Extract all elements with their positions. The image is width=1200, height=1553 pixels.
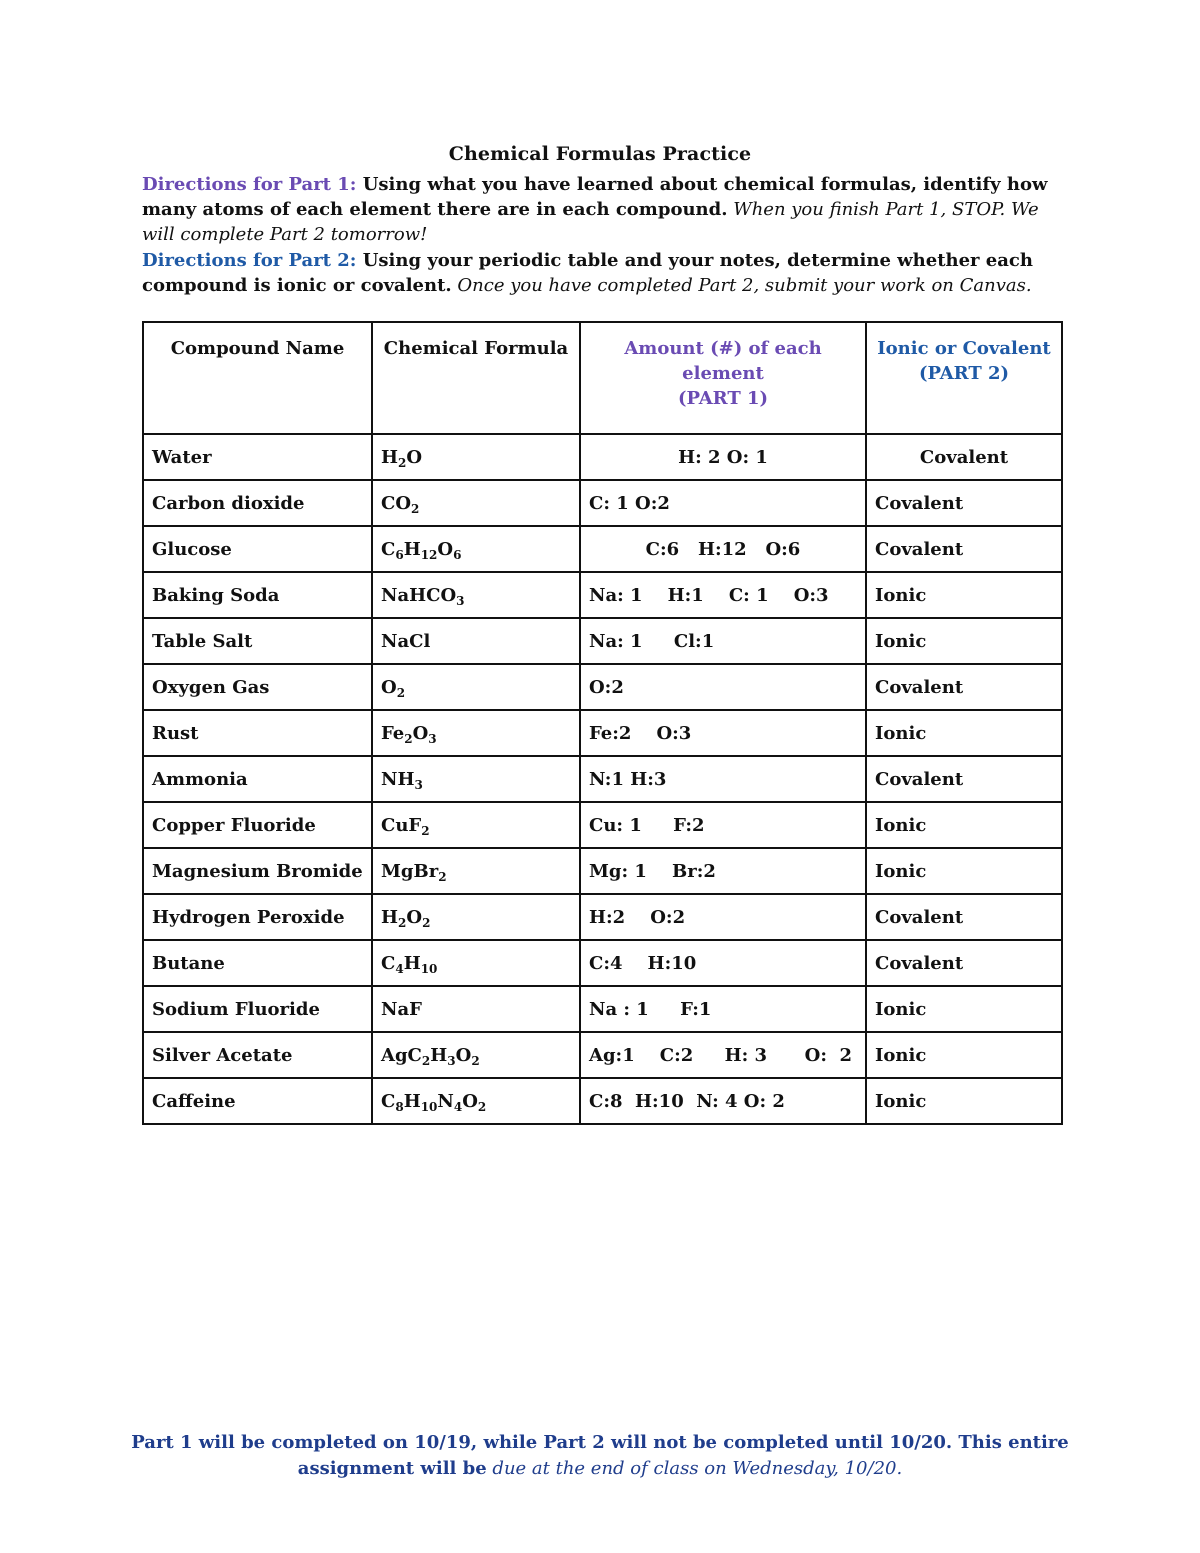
table-body: [143, 434, 1062, 1124]
ionic-covalent-cell: Ionic: [866, 848, 1062, 894]
compound-name-cell: Silver Acetate: [143, 1032, 372, 1078]
formula-subscript: 3: [447, 1053, 456, 1068]
table-row: [143, 756, 1062, 802]
formula-subscript: 3: [414, 777, 423, 792]
directions-part-1-note: When you finish Part 1, STOP. We will complete Part 2 tomorrow!: [142, 199, 1039, 245]
formula-subscript: 2: [422, 915, 431, 930]
formula-element: O: [406, 446, 423, 468]
header-chemical-formula: Chemical Formula: [372, 322, 580, 434]
formula-element: CO: [381, 492, 412, 514]
formula-element: CuF: [381, 814, 422, 836]
compound-name-cell: Oxygen Gas: [143, 664, 372, 710]
ionic-covalent-cell: Covalent: [866, 940, 1062, 986]
amount-cell: Na : 1 F:1: [580, 986, 866, 1032]
formula-subscript: 2: [421, 823, 430, 838]
chemical-formula-cell: [372, 940, 580, 986]
ionic-covalent-cell: Ionic: [866, 1078, 1062, 1124]
table-row: [143, 710, 1062, 756]
formula-subscript: 2: [396, 685, 406, 700]
table-row: [143, 940, 1062, 986]
table-row: [143, 1078, 1062, 1124]
directions-part-2-note: Once you have completed Part 2, submit your work on Canvas.: [451, 275, 1032, 296]
directions-part-2-text: Using your periodic table and your notes, determine whether each compound is ionic or covalent.: [142, 250, 1033, 296]
formula-subscript: 3: [428, 731, 437, 746]
compound-name-cell: Glucose: [143, 526, 372, 572]
directions-part-2: [142, 248, 1072, 298]
page-title: Chemical Formulas Practice: [448, 143, 752, 165]
table-row: [143, 572, 1062, 618]
table-row: [143, 802, 1062, 848]
amount-cell: Na: 1 H:1 C: 1 O:3: [580, 572, 866, 618]
table-row: [143, 894, 1062, 940]
compound-name-cell: Water: [143, 434, 372, 480]
footer-italic: due at the end of class on Wednesday, 10/20.: [486, 1458, 903, 1479]
compound-name-cell: Magnesium Bromide: [143, 848, 372, 894]
table-row: [143, 480, 1062, 526]
formula-element: O: [381, 676, 397, 698]
amount-cell: C:8 H:10 N: 4 O: 2: [580, 1078, 866, 1124]
formula-subscript: 2: [477, 1099, 487, 1114]
formula-subscript: 8: [395, 1099, 404, 1114]
formula-element: O: [455, 1044, 472, 1066]
chemical-formula-cell: [372, 434, 580, 480]
amount-cell: N:1 H:3: [580, 756, 866, 802]
formula-subscript: 2: [398, 455, 407, 470]
formula-subscript: 12: [420, 547, 438, 562]
table-row: [143, 434, 1062, 480]
table-row: [143, 848, 1062, 894]
amount-cell: H: 2 O: 1: [580, 434, 866, 480]
chemical-formula-cell: [372, 480, 580, 526]
compound-name-cell: Butane: [143, 940, 372, 986]
formula-subscript: 2: [404, 731, 413, 746]
directions-part-1-label: Directions for Part 1:: [142, 174, 357, 195]
chemical-formula-cell: [372, 664, 580, 710]
ionic-covalent-cell: Covalent: [866, 434, 1062, 480]
amount-cell: Fe:2 O:3: [580, 710, 866, 756]
table-row: [143, 664, 1062, 710]
chemical-formula-cell: [372, 526, 580, 572]
formula-element: H: [403, 952, 421, 974]
formula-subscript: 10: [420, 1099, 438, 1114]
header-amount-label: Amount (#) of each element: [624, 338, 822, 384]
formula-element: O: [412, 722, 429, 744]
header-type-part: (PART 2): [918, 363, 1010, 384]
footer-note: [120, 1430, 1080, 1482]
header-compound-name: Compound Name: [143, 322, 372, 434]
formula-element: H: [381, 906, 399, 928]
compound-name-cell: Caffeine: [143, 1078, 372, 1124]
amount-cell: Mg: 1 Br:2: [580, 848, 866, 894]
compound-name-cell: Carbon dioxide: [143, 480, 372, 526]
formula-subscript: 3: [456, 593, 465, 608]
directions-part-1-text: Using what you have learned about chemical formulas, identify how many atoms of each element there are in each compound.: [142, 174, 1048, 220]
compounds-table: [142, 321, 1063, 1125]
ionic-covalent-cell: Covalent: [866, 664, 1062, 710]
chemical-formula-cell: [372, 848, 580, 894]
table-row: [143, 618, 1062, 664]
amount-cell: O:2: [580, 664, 866, 710]
ionic-covalent-cell: Ionic: [866, 986, 1062, 1032]
formula-subscript: 4: [395, 961, 404, 976]
amount-cell: C:6 H:12 O:6: [580, 526, 866, 572]
formula-element: AgC: [381, 1044, 422, 1066]
formula-element: O: [437, 538, 454, 560]
formula-element: C: [381, 952, 396, 974]
amount-cell: Cu: 1 F:2: [580, 802, 866, 848]
ionic-covalent-cell: Covalent: [866, 756, 1062, 802]
formula-element: C: [381, 1090, 396, 1112]
formula-element: NaF: [381, 998, 422, 1020]
ionic-covalent-cell: Ionic: [866, 618, 1062, 664]
formula-subscript: 2: [421, 1053, 431, 1068]
header-type-label: Ionic or Covalent: [877, 338, 1051, 359]
ionic-covalent-cell: Ionic: [866, 572, 1062, 618]
formula-subscript: 6: [453, 547, 462, 562]
ionic-covalent-cell: Ionic: [866, 710, 1062, 756]
chemical-formula-cell: [372, 1032, 580, 1078]
formula-subscript: 2: [438, 869, 447, 884]
compound-name-cell: Copper Fluoride: [143, 802, 372, 848]
formula-element: Fe: [381, 722, 405, 744]
header-ionic-covalent: [866, 322, 1062, 434]
amount-cell: C: 1 O:2: [580, 480, 866, 526]
amount-cell: Ag:1 C:2 H: 3 O: 2: [580, 1032, 866, 1078]
compound-name-cell: Ammonia: [143, 756, 372, 802]
ionic-covalent-cell: Covalent: [866, 480, 1062, 526]
compound-name-cell: Baking Soda: [143, 572, 372, 618]
ionic-covalent-cell: Covalent: [866, 526, 1062, 572]
amount-cell: Na: 1 Cl:1: [580, 618, 866, 664]
ionic-covalent-cell: Ionic: [866, 802, 1062, 848]
formula-element: H: [403, 1090, 421, 1112]
compound-name-cell: Sodium Fluoride: [143, 986, 372, 1032]
directions-part-1: [142, 172, 1072, 247]
ionic-covalent-cell: Covalent: [866, 894, 1062, 940]
formula-element: N: [437, 1090, 454, 1112]
chemical-formula-cell: [372, 756, 580, 802]
chemical-formula-cell: [372, 802, 580, 848]
chemical-formula-cell: [372, 1078, 580, 1124]
ionic-covalent-cell: Ionic: [866, 1032, 1062, 1078]
compound-name-cell: Hydrogen Peroxide: [143, 894, 372, 940]
formula-element: H: [403, 538, 421, 560]
header-amount-part: (PART 1): [677, 388, 769, 409]
chemical-formula-cell: [372, 618, 580, 664]
table-header-row: [143, 322, 1062, 434]
formula-subscript: 6: [395, 547, 404, 562]
table-row: [143, 986, 1062, 1032]
amount-cell: C:4 H:10: [580, 940, 866, 986]
chemical-formula-cell: [372, 572, 580, 618]
formula-element: NH: [381, 768, 415, 790]
formula-subscript: 2: [471, 1053, 480, 1068]
compound-name-cell: Rust: [143, 710, 372, 756]
footer-main: Part 1 will be completed on 10/19, while Part 2 will not be completed until 10/20. This entire assignment will be: [131, 1432, 1069, 1479]
formula-element: NaCl: [381, 630, 431, 652]
formula-element: NaHCO: [381, 584, 457, 606]
directions-part-2-label: Directions for Part 2:: [142, 250, 357, 271]
chemical-formula-cell: [372, 894, 580, 940]
table-row: [143, 526, 1062, 572]
formula-element: O: [462, 1090, 478, 1112]
header-amount: [580, 322, 866, 434]
formula-element: H: [430, 1044, 448, 1066]
compound-name-cell: Table Salt: [143, 618, 372, 664]
formula-element: H: [381, 446, 399, 468]
chemical-formula-cell: [372, 710, 580, 756]
formula-subscript: 2: [398, 915, 407, 930]
chemical-formula-cell: [372, 986, 580, 1032]
formula-element: MgBr: [381, 860, 439, 882]
formula-element: O: [406, 906, 423, 928]
amount-cell: H:2 O:2: [580, 894, 866, 940]
formula-subscript: 2: [411, 501, 420, 516]
formula-subscript: 4: [453, 1099, 463, 1114]
formula-element: C: [381, 538, 396, 560]
table-row: [143, 1032, 1062, 1078]
formula-subscript: 10: [420, 961, 438, 976]
